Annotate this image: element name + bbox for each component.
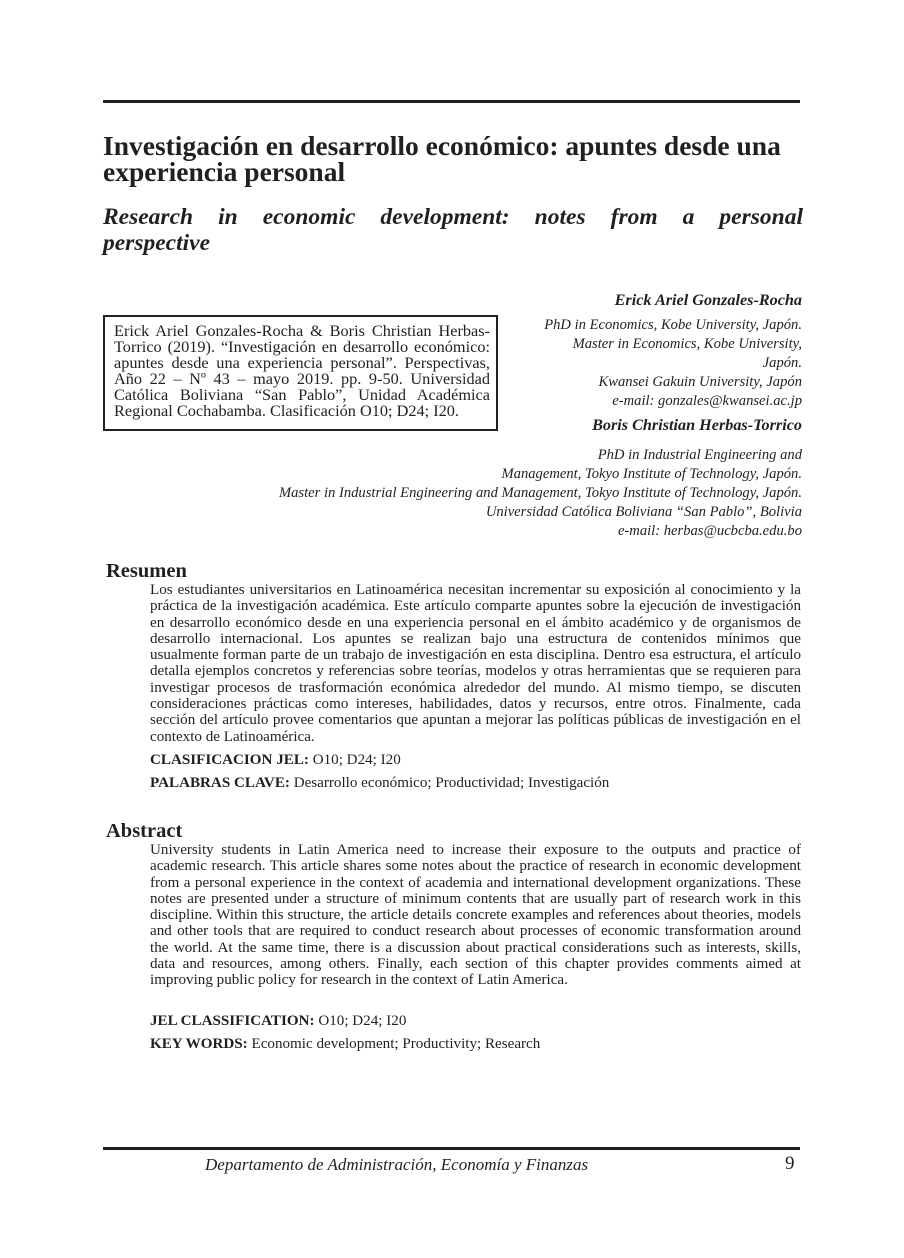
author-1-block: [362, 290, 802, 435]
resumen-jel-label: CLASIFICACION JEL:: [150, 752, 309, 768]
subtitle-line-1: Research in economic development: notes from a personal: [103, 204, 803, 230]
top-rule: [103, 100, 800, 103]
resumen-keywords-value: Desarrollo económico; Productividad; Investigación: [289, 775, 610, 791]
author-1-name: Erick Ariel Gonzales-Rocha: [614, 291, 802, 309]
author-1-affiliation: Japón.: [762, 355, 802, 371]
resumen-keywords-label: PALABRAS CLAVE:: [150, 775, 290, 791]
author-2-email: e-mail: herbas@ucbcba.edu.bo: [617, 523, 802, 539]
abstract-jel-value: O10; D24; I20: [314, 1013, 407, 1029]
author-1-email: e-mail: gonzales@kwansei.ac.jp: [612, 393, 802, 409]
author-2-affiliation: Management, Tokyo Institute of Technology, Japón.: [501, 466, 802, 482]
article-title: Investigación en desarrollo económico: apuntes desde una experiencia personal: [103, 130, 781, 187]
resumen-body: Los estudiantes universitarios en Latinoamérica necesitan incrementar su exposición al conocimiento y la práctica de la investigación académica. Este artículo comparte apuntes sobre la ejecución de investigación en desarrollo económico desde en una experiencia personal en el ámbito académico y de organismos de desarrollo internacional. Los apuntes se realizan bajo una estructura de contenidos mínimos que usualmente forman parte de un trabajo de investigación en esta disciplina. Dentro esa estructura, el artículo detalla ejemplos concretos y referencias sobre teorías, modelos y otras herramientas que se requieren para investigar procesos de trasformación económica alrededor del mundo. Al mismo tiempo, se discuten consideraciones prácticas como intereses, habilidades, datos y recursos, entre otros. Finalmente, cada sección del artículo provee comentarios que apuntan a mejorar las políticas públicas de investigación en el contexto de Latinoamérica.: [150, 582, 801, 745]
abstract-jel: [150, 1013, 406, 1030]
author-2-affiliation: Master in Industrial Engineering and Management, Tokyo Institute of Technology, Japón.: [278, 485, 802, 501]
resumen-heading: Resumen: [106, 560, 187, 582]
footer-rule: [103, 1147, 800, 1150]
footer-department: Departamento de Administración, Economía y Finanzas: [205, 1155, 589, 1174]
resumen-jel-value: O10; D24; I20: [308, 752, 401, 768]
article-subtitle: [103, 204, 803, 256]
resumen-jel: [150, 752, 401, 769]
abstract-heading: Abstract: [106, 820, 183, 842]
author-2-affiliation: Universidad Católica Boliviana “San Pablo”, Bolivia: [485, 504, 802, 520]
citation-box: Erick Ariel Gonzales-Rocha & Boris Christian Herbas-Torrico (2019). “Investigación en desarrollo económico: apuntes desde una experiencia personal”. Perspectivas, Año 22 – Nº 43 – mayo 2019. pp. 9-50. Universidad Católica Boliviana “San Pablo”, Unidad Académica Regional Cochabamba. Clasificación O10; D24; I20.: [103, 315, 498, 431]
author-2-affiliation: PhD in Industrial Engineering and: [597, 447, 802, 463]
resumen-keywords: [150, 775, 609, 792]
abstract-jel-label: JEL CLASSIFICATION:: [150, 1013, 315, 1029]
page-number: 9: [785, 1153, 795, 1174]
author-1-affiliation: PhD in Economics, Kobe University, Japón.: [544, 317, 802, 333]
abstract-keywords-value: Economic development; Productivity; Research: [247, 1036, 541, 1052]
abstract-keywords: [150, 1036, 540, 1053]
abstract-keywords-label: KEY WORDS:: [150, 1036, 248, 1052]
author-1-affiliation: Kwansei Gakuin University, Japón: [598, 374, 802, 390]
abstract-body: University students in Latin America need to increase their exposure to the outputs and practice of academic research. This article shares some notes about the practice of research in economic development from a personal experience in the context of academia and international development organizations. These notes are presented under a structure of minimum contents that are usually part of research work in this discipline. Within this structure, the article details concrete examples and references about theories, models and other tools that are required to conduct research about processes of economic transformation around the world. At the same time, there is a discussion about practical considerations such as interests, skills, data and resources, among others. Finally, each section of this chapter provides comments aimed at improving public policy for research in the context of Latin America.: [150, 842, 801, 989]
subtitle-line-2: perspective: [103, 230, 211, 256]
author-2-block: [82, 446, 802, 541]
author-1-affiliation: Master in Economics, Kobe University,: [572, 336, 802, 352]
author-2-name: Boris Christian Herbas-Torrico: [592, 416, 802, 434]
